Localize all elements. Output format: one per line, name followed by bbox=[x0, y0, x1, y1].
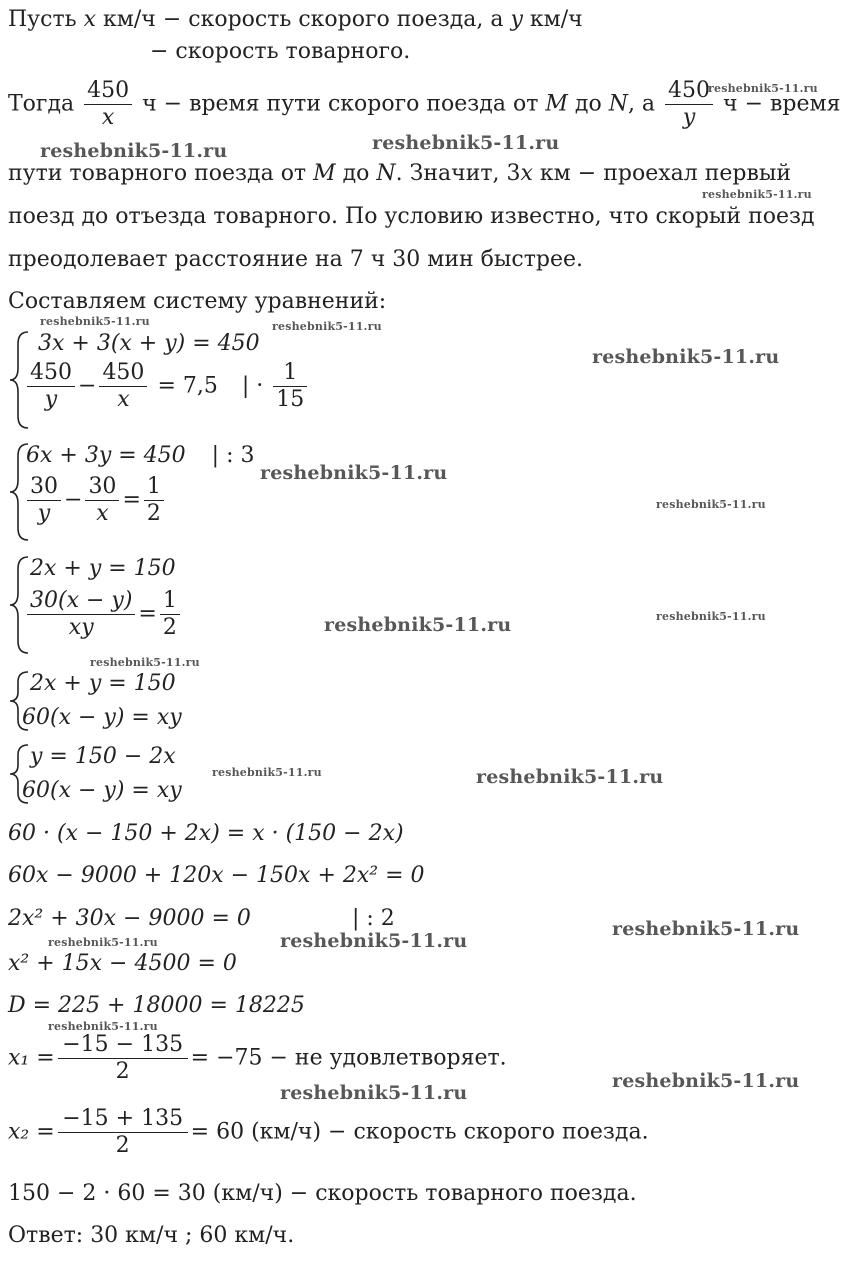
watermark: reshebnik5-11.ru bbox=[612, 918, 800, 940]
watermark: reshebnik5-11.ru bbox=[48, 1020, 158, 1033]
system-3-eq-2: $\frac{30(x - y)}{xy}$ = $\frac{1}{2}$ bbox=[24, 588, 183, 641]
watermark: reshebnik5-11.ru bbox=[40, 140, 228, 162]
step-3-divide: | : 2 bbox=[352, 906, 395, 931]
watermark: reshebnik5-11.ru bbox=[280, 1082, 468, 1104]
step-2: 60x − 9000 + 120x − 150x + 2x² = 0 bbox=[8, 863, 425, 888]
system-3-eq-1: 2x + y = 150 bbox=[30, 556, 176, 581]
system-1-eq-1: 3x + 3(x + y) = 450 bbox=[38, 331, 260, 356]
discriminant: D = 225 + 18000 = 18225 bbox=[8, 993, 305, 1018]
watermark: reshebnik5-11.ru bbox=[48, 936, 158, 949]
answer: Ответ: 30 км/ч ; 60 км/ч. bbox=[8, 1223, 295, 1248]
system-2-eq-1: 6x + 3y = 450 | : 3 bbox=[26, 443, 255, 468]
system-5-eq-2: 60(x − y) = xy bbox=[22, 778, 182, 803]
para-line-1: пути товарного поезда от M до N. Значит, 3x км − проехал первый bbox=[8, 161, 792, 186]
para-line-4: Составляем систему уравнений: bbox=[8, 289, 387, 314]
intro-line-2: − скорость товарного. bbox=[150, 39, 411, 64]
system-4-eq-2: 60(x − y) = xy bbox=[22, 705, 182, 730]
then-line: Тогда $\frac{450}{x}$ ч − время пути скорого поезда от M до N, а $\frac{450}{y}$ ч − время bbox=[8, 78, 841, 130]
fraction-450-y: $\frac{450}{y}$ bbox=[665, 78, 713, 131]
system-2-eq-2: $\frac{30}{y}$ − $\frac{30}{x}$ = $\frac{1}{2}$ bbox=[24, 474, 167, 527]
watermark: reshebnik5-11.ru bbox=[372, 132, 560, 154]
system-5-eq-1: y = 150 − 2x bbox=[30, 744, 176, 769]
watermark: reshebnik5-11.ru bbox=[90, 656, 200, 669]
watermark: reshebnik5-11.ru bbox=[656, 610, 766, 623]
watermark: reshebnik5-11.ru bbox=[708, 82, 818, 95]
system-1-eq-2: $\frac{450}{y}$ − $\frac{450}{x}$ = 7,5 | · $\frac{1}{15}$ bbox=[24, 360, 310, 413]
watermark: reshebnik5-11.ru bbox=[612, 1070, 800, 1092]
intro-line-1: Пусть x км/ч − скорость скорого поезда, а y км/ч bbox=[8, 7, 583, 32]
watermark: reshebnik5-11.ru bbox=[212, 766, 322, 779]
watermark: reshebnik5-11.ru bbox=[260, 462, 448, 484]
root-x2: x₂ = $\frac{-15 + 135}{2}$ = 60 (км/ч) − скорость скорого поезда. bbox=[8, 1106, 649, 1158]
system-4-eq-1: 2x + y = 150 bbox=[30, 671, 176, 696]
watermark: reshebnik5-11.ru bbox=[272, 320, 382, 333]
freight-speed: 150 − 2 · 60 = 30 (км/ч) − скорость товарного поезда. bbox=[8, 1181, 637, 1206]
step-1: 60 · (x − 150 + 2x) = x · (150 − 2x) bbox=[8, 821, 404, 846]
watermark: reshebnik5-11.ru bbox=[702, 188, 812, 201]
para-line-2: поезд до отъезда товарного. По условию известно, что скорый поезд bbox=[8, 204, 815, 229]
watermark: reshebnik5-11.ru bbox=[656, 498, 766, 511]
fraction-450-x: $\frac{450}{x}$ bbox=[84, 78, 132, 131]
step-4: x² + 15x − 4500 = 0 bbox=[8, 951, 237, 976]
root-x1: x₁ = $\frac{-15 - 135}{2}$ = −75 − не удовлетворяет. bbox=[8, 1032, 507, 1084]
watermark: reshebnik5-11.ru bbox=[476, 766, 664, 788]
watermark: reshebnik5-11.ru bbox=[40, 315, 150, 328]
watermark: reshebnik5-11.ru bbox=[280, 930, 468, 952]
para-line-3: преодолевает расстояние на 7 ч 30 мин быстрее. bbox=[8, 247, 584, 272]
watermark: reshebnik5-11.ru bbox=[324, 614, 512, 636]
watermark: reshebnik5-11.ru bbox=[592, 346, 780, 368]
step-3: 2x² + 30x − 9000 = 0 bbox=[8, 906, 251, 931]
